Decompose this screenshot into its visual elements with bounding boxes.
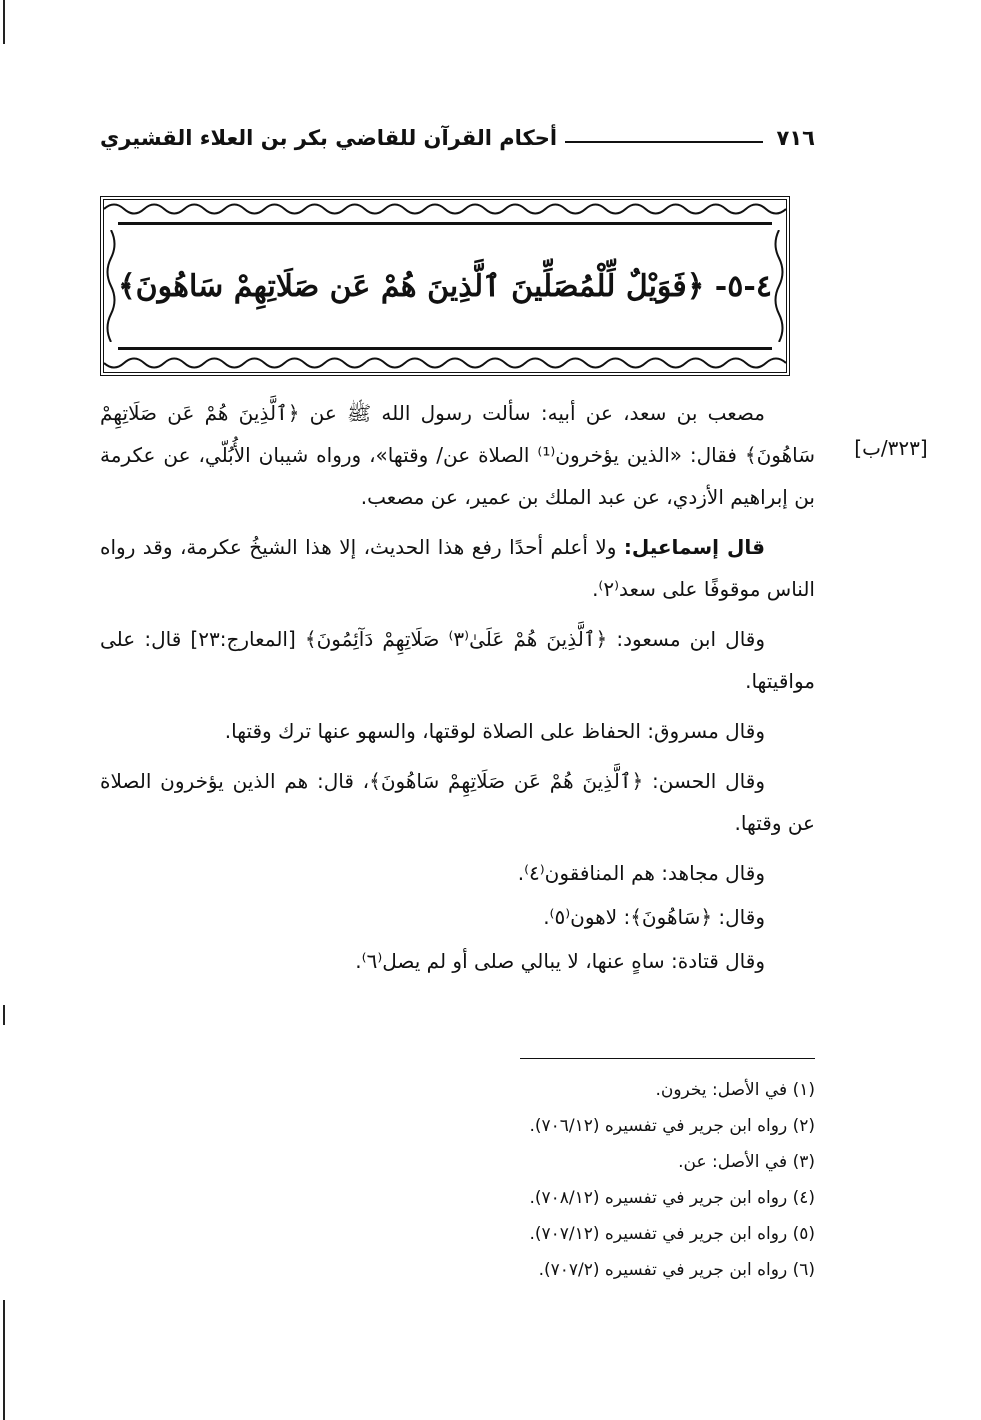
- scan-edge-mark: [3, 1005, 5, 1025]
- book-title: أحكام القرآن للقاضي بكر بن العلاء القشيري: [100, 126, 558, 150]
- paragraph: مصعب بن سعد، عن أبيه: سألت رسول الله ﷺ عن ﴿ٱلَّذِينَ هُمْ عَن صَلَاتِهِمْ سَاهُونَ﴾ فقال: «الذين يؤخرون⁽¹⁾ الصلاة عن/ وقتها»، ورواه شيبان الأُبُلّي، عن عكرمة بن إبراهيم الأزدي، عن عبد الملك بن عمير، عن مصعب.: [100, 401, 815, 509]
- footnotes: [300, 1072, 815, 1288]
- running-header: [100, 118, 815, 158]
- page-number: ٧١٦: [776, 126, 815, 150]
- footnote: (٤) رواه ابن جرير في تفسيره (٧٠٨/١٢).: [529, 1188, 815, 1208]
- section-title-box: [118, 222, 772, 350]
- footnote: (١) في الأصل: يخرون.: [655, 1080, 815, 1100]
- speaker-label: قال إسماعيل:: [623, 535, 765, 559]
- footnote: (٣) في الأصل: عن.: [678, 1152, 815, 1172]
- ornament-scroll-icon: [104, 230, 118, 342]
- footnote: (٥) رواه ابن جرير في تفسيره (٧٠٧/١٢).: [529, 1224, 815, 1244]
- paragraph: [100, 526, 815, 610]
- manuscript-folio-note: [٣٢٣/ب]: [854, 436, 928, 460]
- scan-edge-mark: [3, 0, 5, 44]
- paragraph: وقال مجاهد: هم المنافقون⁽٤⁾.: [517, 861, 765, 885]
- ornament-border-icon: [104, 200, 786, 218]
- main-text: [100, 392, 815, 984]
- footnote: (٦) رواه ابن جرير في تفسيره (٧٠٧/٢).: [538, 1260, 815, 1280]
- paragraph: وقال الحسن: ﴿ٱلَّذِينَ هُمْ عَن صَلَاتِهِمْ سَاهُونَ﴾، قال: هم الذين يؤخرون الصلاة عن وقتها.: [100, 769, 815, 835]
- paragraph: وقال ابن مسعود: ﴿ٱلَّذِينَ هُمْ عَلَىٰ⁽٣⁾ صَلَاتِهِمْ دَآئِمُونَ﴾ [المعارج:٢٣] قال: على مواقيتها.: [100, 627, 815, 693]
- footnote: (٢) رواه ابن جرير في تفسيره (٧٠٦/١٢).: [529, 1116, 815, 1136]
- header-rule: [565, 141, 762, 143]
- paragraph: وقال مسروق: الحفاظ على الصلاة لوقتها، والسهو عنها ترك وقتها.: [224, 719, 765, 743]
- section-title-frame: [100, 196, 790, 376]
- paragraph-text: ولا أعلم أحدًا رفع هذا الحديث، إلا هذا الشيخُ عكرمة، وقد رواه الناس موقوفًا على سعد⁽٢⁾.: [100, 535, 815, 601]
- ornament-border-icon: [104, 354, 786, 372]
- scan-edge-mark: [3, 1300, 5, 1420]
- section-title: ٤-٥- ﴿فَوَيْلٌ لِّلْمُصَلِّينَ ٱلَّذِينَ هُمْ عَن صَلَاتِهِمْ سَاهُونَ﴾: [118, 268, 772, 304]
- footnote-separator: [520, 1058, 815, 1059]
- paragraph: وقال: ﴿سَاهُونَ﴾: لاهون⁽٥⁾.: [543, 905, 765, 929]
- ornament-scroll-icon: [772, 230, 786, 342]
- paragraph: وقال قتادة: ساهٍ عنها، لا يبالي صلى أو لم يصل⁽٦⁾.: [355, 949, 765, 973]
